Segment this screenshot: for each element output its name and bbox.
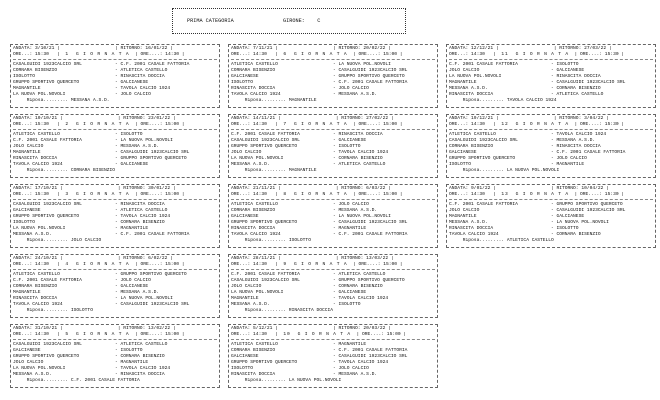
away-team: - CASALGUIDI 1923CALCIO SRL [333, 220, 408, 226]
home-team: GALCIANESE [13, 208, 41, 214]
home-team: JOLO CALCIO [231, 150, 262, 156]
category-title: PRIMA CATEGORIA [187, 18, 234, 24]
away-team: - TAVOLA CALCIO 1924 [551, 132, 607, 138]
home-team: GALCIANESE [13, 348, 41, 354]
away-team: - LA NUOVA POL.NOVOLI [115, 296, 173, 302]
away-team: - ISOLOTTO [551, 226, 579, 232]
home-team: CORNARA BISENZIO [13, 284, 58, 290]
away-team: - MAGNANTILE [115, 226, 149, 232]
home-team: GRUPPO SPORTIVO QUERCETO [449, 156, 516, 162]
away-team: - CORNARA BISENZIO [333, 284, 383, 290]
away-team: - RINASCITA DOCCIA [115, 74, 165, 80]
home-team: MAGNANTILE [13, 86, 41, 92]
home-team: TAVOLA CALCIO 1924 [231, 232, 281, 238]
home-team: MESSANA A.S.D. [231, 162, 270, 168]
away-team: - RINASCITA DOCCIA [115, 202, 165, 208]
home-team: CASALGUIDI 1923CALCIO SRL [13, 342, 82, 348]
home-team: ATLETICA CASTELLO [13, 132, 60, 138]
resting-team: Riposa......... MESSANA A.S.D. [13, 98, 110, 104]
round-card [446, 184, 656, 248]
away-team: - CASALGUIDI 1923CALCIO SRL [551, 208, 626, 214]
home-team: RINASCITA DOCCIA [231, 226, 276, 232]
home-team: RINASCITA DOCCIA [449, 226, 494, 232]
round-dates: ANDATA: 28/11/21 | | RITORNO: 13/03/22 | [231, 256, 394, 261]
home-team: LA NUOVA POL.NOVOLI [13, 226, 66, 232]
round-card [446, 44, 656, 108]
away-team: - JOLO CALCIO [333, 86, 369, 92]
away-team: - TAVOLA CALCIO 1924 [115, 366, 171, 372]
home-team: ATLETICA CASTELLO [231, 202, 278, 208]
round-card [228, 44, 438, 108]
home-team: JOLO CALCIO [449, 208, 480, 214]
away-team: - RINASCITA DOCCIA [333, 132, 383, 138]
away-team: - TAVOLA CALCIO 1924 [333, 360, 389, 366]
home-team: JOLO CALCIO [13, 144, 44, 150]
away-team: - C.F. 2001 CASALE FATTORIA [551, 150, 626, 156]
home-team: C.F. 2001 CASALE FATTORIA [13, 138, 82, 144]
home-team: GALCIANESE [231, 214, 259, 220]
away-team: - CORNARA BISENZIO [333, 156, 383, 162]
round-times: ORE...: 14:30 | 13 G I O R N A T A | ORE....: 15:30 | [449, 192, 625, 198]
home-team: ATLETICA CASTELLO [231, 62, 278, 68]
round-dates: ANDATA: 21/11/21 | | RITORNO: 6/03/22 | [231, 186, 391, 191]
round-dates: ANDATA: 10/10/21 | | RITORNO: 23/01/22 | [13, 116, 176, 121]
round-card [10, 114, 220, 178]
away-team: - MESSANA A.S.D. [115, 144, 160, 150]
away-team: - GRUPPO SPORTIVO QUERCETO [115, 272, 187, 278]
round-times: ORE...: 15:30 | 3 G I O R N A T A | ORE....: 15:00 | [13, 192, 185, 198]
home-team: CASALGUIDI 1923CALCIO SRL [449, 138, 518, 144]
away-team: - GALCIANESE [551, 68, 585, 74]
round-dates: ANDATA: 12/12/21 | | RITORNO: 27/03/22 | [449, 46, 612, 51]
away-team: - MAGNANTILE [551, 162, 585, 168]
home-team: GRUPPO SPORTIVO QUERCETO [231, 220, 298, 226]
divider [13, 59, 217, 61]
home-team: MESSANA A.S.D. [449, 220, 488, 226]
home-team: TAVOLA CALCIO 1924 [13, 162, 63, 168]
round-times: ORE...: 14:30 | 11 G I O R N A T A | ORE....: 15:30 | [449, 52, 625, 58]
home-team: LA NUOVA POL.NOVOLI [231, 290, 284, 296]
away-team: - MESSANA A.S.D. [551, 138, 596, 144]
home-team: C.F. 2001 CASALE FATTORIA [231, 272, 300, 278]
home-team: GRUPPO SPORTIVO QUERCETO [231, 144, 298, 150]
resting-team: Riposa......... C.F. 2001 CASALE FATTORIA [13, 378, 140, 384]
round-dates: ANDATA: 31/10/21 | | RITORNO: 13/02/22 | [13, 326, 176, 331]
away-team: - ATLETICA CASTELLO [333, 162, 386, 168]
away-team: - TAVOLA CALCIO 1924 [115, 214, 171, 220]
home-team: CORNARA BISENZIO [231, 68, 276, 74]
home-team: ATLETICA CASTELLO [449, 132, 496, 138]
resting-team: Riposa......... MAGNANTILE [231, 98, 317, 104]
away-team: - ISOLOTTO [333, 144, 361, 150]
round-times: ORE...: 14:30 | 8 G I O R N A T A | ORE....: 15:00 | [231, 192, 403, 198]
round-dates: ANDATA: 5/12/21 | | RITORNO: 20/03/22 | [231, 326, 391, 331]
away-team: - JOLO CALCIO [333, 366, 369, 372]
away-team: - CASALGUIDI 1923CALCIO SRL [333, 354, 408, 360]
round-card [10, 254, 220, 318]
away-team: - ISOLOTTO [551, 62, 579, 68]
home-team: RINASCITA DOCCIA [231, 86, 276, 92]
resting-team: Riposa......... JOLO CALCIO [13, 238, 102, 244]
away-team: - MAGNANTILE [333, 226, 367, 232]
home-team: CORNARA BISENZIO [449, 144, 494, 150]
round-dates: ANDATA: 24/10/21 | | RITORNO: 6/02/22 | [13, 256, 173, 261]
away-team: - CASALGUIDI 1923CALCIO SRL [115, 150, 190, 156]
away-team: - GRUPPO SPORTIVO QUERCETO [115, 156, 187, 162]
divider [231, 129, 435, 131]
resting-team: Riposa......... RINASCITA DOCCIA [231, 308, 333, 314]
away-team: - JOLO CALCIO [115, 92, 151, 98]
round-card [10, 184, 220, 248]
divider [231, 199, 435, 201]
away-team: - ISOLOTTO [115, 132, 143, 138]
away-team: - ISOLOTTO [115, 348, 143, 354]
round-dates: ANDATA: 19/12/21 | | RITORNO: 3/04/22 | [449, 116, 609, 121]
home-team: CASALGUIDI 1923CALCIO SRL [13, 62, 82, 68]
away-team: - ATLETICA CASTELLO [115, 208, 168, 214]
home-team: ISOLOTTO [231, 80, 254, 86]
home-team: ISOLOTTO [13, 74, 36, 80]
home-team: GRUPPO SPORTIVO QUERCETO [13, 80, 80, 86]
home-team: MAGNANTILE [13, 290, 41, 296]
home-team: MESSANA A.S.D. [13, 232, 52, 238]
round-dates: ANDATA: 7/11/21 | | RITORNO: 20/02/22 | [231, 46, 391, 51]
away-team: - MAGNANTILE [333, 342, 367, 348]
resting-team: Riposa......... TAVOLA CALCIO 1924 [449, 98, 557, 104]
away-team: - CORNARA BISENZIO [115, 354, 165, 360]
away-team: - MESSANA A.S.D. [333, 92, 378, 98]
round-times: ORE...: 15:30 | 2 G I O R N A T A | ORE....: 15:00 | [13, 122, 185, 128]
home-team: C.F. 2001 CASALE FATTORIA [13, 278, 82, 284]
round-card [446, 114, 656, 178]
round-times: ORE...: 14:30 | 10 G I O R N A T A | ORE....: 15:00 | [231, 332, 407, 338]
away-team: - CASALGUIDI 1923CALCIO SRL [333, 68, 408, 74]
home-team: RINASCITA DOCCIA [13, 296, 58, 302]
round-card [228, 254, 438, 318]
away-team: - GALCIANESE [333, 138, 367, 144]
away-team: - TAVOLA CALCIO 1924 [333, 296, 389, 302]
away-team: - ATLETICA CASTELLO [333, 272, 386, 278]
divider [13, 129, 217, 131]
away-team: - RINASCITA DOCCIA [115, 372, 165, 378]
away-team: - JOLO CALCIO [333, 202, 369, 208]
round-dates: ANDATA: 9/01/22 | | RITORNO: 10/04/22 | [449, 186, 609, 191]
divider [231, 59, 435, 61]
resting-team: Riposa......... LA NUOVA POL.NOVOLI [231, 378, 342, 384]
round-dates: ANDATA: 14/11/21 | | RITORNO: 27/02/22 | [231, 116, 394, 121]
group-label: GIRONE: C [283, 18, 321, 24]
round-times: ORE...: 14:30 | 5 G I O R N A T A | ORE....: 15:00 | [13, 332, 185, 338]
away-team: - GRUPPO SPORTIVO QUERCETO [333, 74, 405, 80]
round-card [10, 44, 220, 108]
home-team: GALCIANESE [449, 150, 477, 156]
home-team: RINASCITA DOCCIA [449, 92, 494, 98]
home-team: MAGNANTILE [231, 296, 259, 302]
away-team: - LA NUOVA POL.NOVOLI [551, 220, 609, 226]
home-team: CASALGUIDI 1923CALCIO SRL [231, 278, 300, 284]
away-team: - MESSANA A.S.D. [333, 372, 378, 378]
home-team: CORNARA BISENZIO [231, 348, 276, 354]
home-team: GALCIANESE [231, 354, 259, 360]
away-team: - RINASCITA DOCCIA [551, 144, 601, 150]
home-team: MESSANA A.S.D. [13, 372, 52, 378]
away-team: - C.F. 2001 CASALE FATTORIA [333, 348, 408, 354]
resting-team: Riposa......... CORNARA BISENZIO [13, 168, 115, 174]
away-team: - CASALGUIDI 1923CALCIO SRL [115, 302, 190, 308]
away-team: - LA NUOVA POL.NOVOLI [115, 138, 173, 144]
home-team: CASALGUIDI 1923CALCIO SRL [13, 202, 82, 208]
away-team: - GRUPPO SPORTIVO QUERCETO [333, 278, 405, 284]
divider [231, 269, 435, 271]
home-team: MAGNANTILE [449, 214, 477, 220]
home-team: C.F. 2001 CASALE FATTORIA [449, 62, 518, 68]
home-team: ISOLOTTO [13, 220, 36, 226]
away-team: - JOLO CALCIO [115, 278, 151, 284]
home-team: JOLO CALCIO [449, 68, 480, 74]
home-team: CORNARA BISENZIO [231, 208, 276, 214]
home-team: TAVOLA CALCIO 1924 [13, 302, 63, 308]
round-times: ORE...: 15:30 | 1 G I O R N A T A | ORE....: 14:30 | [13, 52, 185, 58]
home-team: CASALGUIDI 1923CALCIO SRL [231, 138, 300, 144]
round-card [10, 324, 220, 388]
home-team: C.F. 2001 CASALE FATTORIA [449, 202, 518, 208]
home-team: MAGNANTILE [13, 150, 41, 156]
home-team: ISOLOTTO [449, 162, 472, 168]
divider [449, 129, 653, 131]
away-team: - GALCIANESE [115, 80, 149, 86]
resting-team: Riposa......... ATLETICA CASTELLO [449, 238, 554, 244]
away-team: - C.F. 2001 CASALE FATTORIA [115, 62, 190, 68]
home-team: ISOLOTTO [231, 366, 254, 372]
header-box [172, 8, 406, 34]
home-team: LA NUOVA POL.NOVOLI [449, 74, 502, 80]
home-team: TAVOLA CALCIO 1924 [231, 92, 281, 98]
home-team: MESSANA A.S.D. [231, 302, 270, 308]
away-team: - TAVOLA CALCIO 1924 [115, 86, 171, 92]
round-times: ORE...: 14:30 | 12 G I O R N A T A | ORE....: 15:30 | [449, 122, 625, 128]
divider [13, 269, 217, 271]
home-team: LA NUOVA POL.NOVOLI [13, 366, 66, 372]
home-team: JOLO CALCIO [231, 284, 262, 290]
divider [13, 199, 217, 201]
away-team: - CASALGUIDI 1923CALCIO SRL [551, 80, 626, 86]
divider [231, 339, 435, 341]
home-team: LA NUOVA POL.NOVOLI [13, 92, 66, 98]
home-team: ATLETICA CASTELLO [231, 342, 278, 348]
round-times: ORE...: 14:30 | 4 G I O R N A T A | ORE....: 15:00 | [13, 262, 185, 268]
home-team: GALCIANESE [231, 74, 259, 80]
round-times: ORE...: 14:30 | 6 G I O R N A T A | ORE....: 15:00 | [231, 52, 403, 58]
away-team: - GRUPPO SPORTIVO QUERCETO [551, 202, 623, 208]
round-dates: ANDATA: 17/10/21 | | RITORNO: 30/01/22 | [13, 186, 176, 191]
home-team: RINASCITA DOCCIA [13, 156, 58, 162]
divider [449, 199, 653, 201]
round-card [228, 184, 438, 248]
away-team: - CORNARA BISENZIO [115, 220, 165, 226]
home-team: GRUPPO SPORTIVO QUERCETO [13, 354, 80, 360]
away-team: - ATLETICA CASTELLO [115, 68, 168, 74]
away-team: - CORNARA BISENZIO [551, 86, 601, 92]
away-team: - LA NUOVA POL.NOVOLI [333, 214, 391, 220]
resting-team: Riposa......... LA NUOVA POL.NOVOLI [449, 168, 560, 174]
home-team: GRUPPO SPORTIVO QUERCETO [231, 360, 298, 366]
away-team: - RINASCITA DOCCIA [551, 74, 601, 80]
away-team: - C.F. 2001 CASALE FATTORIA [115, 232, 190, 238]
round-dates: ANDATA: 3/10/21 | | RITORNO: 16/01/22 | [13, 46, 173, 51]
round-times: ORE...: 14:30 | 9 G I O R N A T A | ORE....: 15:00 | [231, 262, 403, 268]
home-team: ATLETICA CASTELLO [13, 272, 60, 278]
away-team: - ISOLOTTO [333, 302, 361, 308]
round-card [228, 114, 438, 178]
home-team: LA NUOVA POL.NOVOLI [231, 156, 284, 162]
away-team: - GALCIANESE [115, 284, 149, 290]
home-team: RINASCITA DOCCIA [231, 372, 276, 378]
divider [13, 339, 217, 341]
away-team: - C.F. 2001 CASALE FATTORIA [333, 232, 408, 238]
home-team: CORNARA BISENZIO [13, 68, 58, 74]
resting-team: Riposa......... ISOLOTTO [231, 238, 311, 244]
resting-team: Riposa......... ISOLOTTO [13, 308, 93, 314]
home-team: TAVOLA CALCIO 1924 [449, 232, 499, 238]
away-team: - LA NUOVA POL.NOVOLI [333, 62, 391, 68]
round-card [228, 324, 438, 388]
home-team: GRUPPO SPORTIVO QUERCETO [13, 214, 80, 220]
away-team: - C.F. 2001 CASALE FATTORIA [333, 80, 408, 86]
home-team: MESSANA A.S.D. [449, 86, 488, 92]
resting-team: Riposa......... MAGNANTILE [231, 168, 317, 174]
away-team: - CORNARA BISENZIO [551, 232, 601, 238]
away-team: - MESSANA A.S.D. [333, 208, 378, 214]
away-team: - MAGNANTILE [115, 360, 149, 366]
away-team: - ATLETICA CASTELLO [551, 92, 604, 98]
away-team: - MESSANA A.S.D. [115, 290, 160, 296]
away-team: - GALCIANESE [551, 214, 585, 220]
away-team: - ATLETICA CASTELLO [115, 342, 168, 348]
home-team: MAGNANTILE [449, 80, 477, 86]
away-team: - JOLO CALCIO [551, 156, 587, 162]
away-team: - GALCIANESE [333, 290, 367, 296]
home-team: JOLO CALCIO [13, 360, 44, 366]
home-team: C.F. 2001 CASALE FATTORIA [231, 132, 300, 138]
divider [449, 59, 653, 61]
away-team: - TAVOLA CALCIO 1924 [333, 150, 389, 156]
round-times: ORE...: 14:30 | 7 G I O R N A T A | ORE....: 15:00 | [231, 122, 403, 128]
away-team: - GALCIANESE [115, 162, 149, 168]
